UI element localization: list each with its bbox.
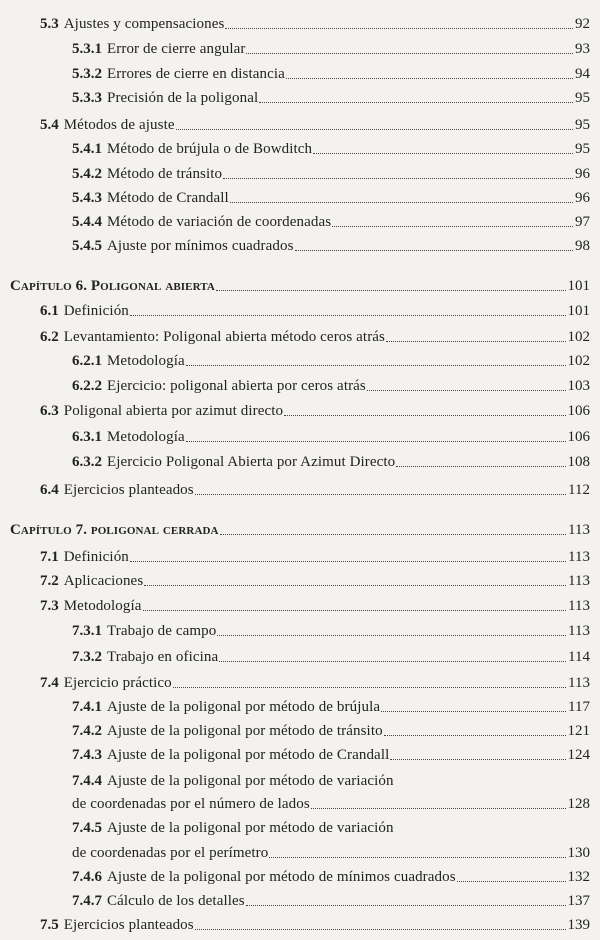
dot-leader <box>381 711 566 712</box>
section-title: Capítulo 7. poligonal cerrada <box>10 522 219 538</box>
toc-entry <box>0 545 600 569</box>
section-title: Ajuste de la poligonal por método de tránsito <box>107 723 383 739</box>
dot-leader <box>130 561 566 562</box>
toc-entry <box>0 594 600 618</box>
toc-entry-text <box>72 162 222 186</box>
section-title: Ejercicios planteados <box>63 917 194 933</box>
toc-entry-text <box>72 889 245 913</box>
toc-entry-text <box>40 399 283 423</box>
toc-entry-text <box>40 545 129 569</box>
page-number: 106 <box>567 403 590 419</box>
toc-entry-text <box>72 865 456 889</box>
dot-leader <box>143 610 567 611</box>
section-number: 6.2.2 <box>72 378 102 394</box>
toc-entry <box>0 695 600 719</box>
dot-leader <box>311 808 566 809</box>
page-number: 96 <box>575 166 590 182</box>
toc-entry-text <box>72 425 185 449</box>
section-number: 7.4.1 <box>72 699 102 715</box>
page-number: 95 <box>575 141 590 157</box>
toc-entry-text <box>72 841 268 865</box>
section-title: Aplicaciones <box>63 573 144 589</box>
dot-leader <box>457 881 566 882</box>
toc-entry-text <box>72 374 366 398</box>
page-number: 128 <box>567 796 590 812</box>
section-number: 7.4.2 <box>72 723 102 739</box>
dot-leader <box>332 226 573 227</box>
section-number: 6.2 <box>40 329 59 345</box>
section-number: 6.3 <box>40 403 59 419</box>
toc-entry <box>0 865 600 889</box>
page-number: 117 <box>568 699 590 715</box>
section-number: 6.3.2 <box>72 454 102 470</box>
dot-leader <box>386 341 566 342</box>
section-number: 5.3 <box>40 16 59 32</box>
toc-entry <box>0 12 600 36</box>
page-number: 92 <box>575 16 590 32</box>
dot-leader <box>286 78 573 79</box>
section-number: 5.3.2 <box>72 66 102 82</box>
section-title: Ajustes y compensaciones <box>63 16 225 32</box>
page-number: 132 <box>567 869 590 885</box>
toc-entry-text <box>72 86 258 110</box>
dot-leader <box>367 390 566 391</box>
toc-entry <box>0 62 600 86</box>
page-number: 124 <box>567 747 590 763</box>
section-number: 5.4.4 <box>72 214 102 230</box>
section-title: Ajuste de la poligonal por método de variación <box>107 773 394 789</box>
toc-entry-text <box>72 769 394 793</box>
section-title: Ajuste de la poligonal por método de variación <box>107 820 394 836</box>
page-number: 97 <box>575 214 590 230</box>
section-title: Error de cierre angular <box>107 41 246 57</box>
page-number: 137 <box>567 893 590 909</box>
toc-entry <box>0 137 600 161</box>
section-number: 7.1 <box>40 549 59 565</box>
toc-entry <box>0 816 600 840</box>
dot-leader <box>217 635 566 636</box>
section-title: Metodología <box>107 429 185 445</box>
section-title: Errores de cierre en distancia <box>107 66 285 82</box>
dot-leader <box>384 735 566 736</box>
dot-leader <box>186 441 566 442</box>
toc-entry-text <box>72 645 218 669</box>
section-title: de coordenadas por el perímetro <box>72 845 269 861</box>
section-number: 5.4 <box>40 117 59 133</box>
toc-entry <box>0 37 600 61</box>
section-number: 7.4 <box>40 675 59 691</box>
dot-leader <box>225 28 573 29</box>
toc-entry <box>0 792 600 816</box>
toc-chapter-entry <box>0 518 600 542</box>
toc-entry-text <box>40 594 142 618</box>
section-title: Definición <box>63 303 129 319</box>
toc-entry-text <box>72 743 389 767</box>
toc-entry <box>0 374 600 398</box>
section-number: 7.4.4 <box>72 773 102 789</box>
dot-leader <box>219 661 566 662</box>
section-number: 7.3 <box>40 598 59 614</box>
section-number: 6.1 <box>40 303 59 319</box>
toc-entry-text <box>72 186 229 210</box>
dot-leader <box>246 905 566 906</box>
toc-entry <box>0 719 600 743</box>
page-number: 95 <box>575 117 590 133</box>
dot-leader <box>216 290 566 291</box>
section-number: 5.3.3 <box>72 90 102 106</box>
section-number: 6.3.1 <box>72 429 102 445</box>
section-number: 7.4.3 <box>72 747 102 763</box>
section-number: 5.4.3 <box>72 190 102 206</box>
dot-leader <box>195 929 566 930</box>
dot-leader <box>176 129 573 130</box>
section-title: Capítulo 6. Poligonal abierta <box>10 278 215 294</box>
section-title: Levantamiento: Poligonal abierta método ceros atrás <box>63 329 385 345</box>
page-number: 113 <box>568 522 590 538</box>
toc-entry <box>0 671 600 695</box>
toc-entry-text <box>10 274 215 298</box>
dot-leader <box>230 202 573 203</box>
dot-leader <box>295 250 573 251</box>
dot-leader <box>284 415 565 416</box>
toc-entry <box>0 86 600 110</box>
toc-entry-text <box>10 518 219 542</box>
section-number: 7.4.5 <box>72 820 102 836</box>
section-number: 5.4.5 <box>72 238 102 254</box>
toc-entry-text <box>40 569 143 593</box>
page-number: 113 <box>568 549 590 565</box>
toc-entry-text <box>40 671 172 695</box>
toc-entry-text <box>72 816 394 840</box>
toc-entry <box>0 186 600 210</box>
section-number: 6.2.1 <box>72 353 102 369</box>
section-title: Poligonal abierta por azimut directo <box>63 403 284 419</box>
toc-chapter-entry <box>0 274 600 298</box>
section-title: Ejercicio Poligonal Abierta por Azimut Directo <box>107 454 396 470</box>
section-number: 7.3.1 <box>72 623 102 639</box>
toc-entry-text <box>40 299 129 323</box>
page-number: 94 <box>575 66 590 82</box>
toc-entry <box>0 325 600 349</box>
dot-leader <box>173 687 566 688</box>
toc-entry <box>0 841 600 865</box>
section-title: Ajuste por mínimos cuadrados <box>107 238 294 254</box>
toc-entry <box>0 210 600 234</box>
dot-leader <box>246 53 573 54</box>
section-number: 7.5 <box>40 917 59 933</box>
section-title: Ajuste de la poligonal por método de brújula <box>107 699 381 715</box>
toc-entry <box>0 743 600 767</box>
page-number: 113 <box>568 573 590 589</box>
page-number: 112 <box>568 482 590 498</box>
page-number: 98 <box>575 238 590 254</box>
toc-entry <box>0 645 600 669</box>
page-number: 130 <box>567 845 590 861</box>
section-title: Ajuste de la poligonal por método de mínimos cuadrados <box>107 869 456 885</box>
section-title: Metodología <box>107 353 185 369</box>
section-title: Método de tránsito <box>107 166 223 182</box>
toc-entry-text <box>72 210 331 234</box>
dot-leader <box>195 494 566 495</box>
toc-entry-text <box>40 478 194 502</box>
toc-entry <box>0 913 600 937</box>
page-number: 101 <box>567 278 590 294</box>
toc-entry <box>0 769 600 793</box>
dot-leader <box>396 466 565 467</box>
toc-entry-text <box>72 349 185 373</box>
section-title: Metodología <box>63 598 142 614</box>
page-number: 108 <box>567 454 590 470</box>
page-number: 102 <box>567 329 590 345</box>
toc-entry <box>0 299 600 323</box>
toc-entry-text <box>72 137 312 161</box>
page-number: 113 <box>568 675 590 691</box>
section-number: 5.4.2 <box>72 166 102 182</box>
toc-entry <box>0 162 600 186</box>
toc-entry-text <box>72 234 294 258</box>
toc-entry <box>0 425 600 449</box>
toc-entry <box>0 450 600 474</box>
section-number: 5.3.1 <box>72 41 102 57</box>
toc-entry-text <box>72 62 285 86</box>
toc-entry-text <box>72 37 245 61</box>
dot-leader <box>313 153 573 154</box>
section-title: Ejercicio: poligonal abierta por ceros atrás <box>107 378 366 394</box>
section-title: Ajuste de la poligonal por método de Crandall <box>107 747 390 763</box>
dot-leader <box>390 759 565 760</box>
toc-entry-text <box>40 913 194 937</box>
page-number: 101 <box>567 303 590 319</box>
section-title: Definición <box>63 549 129 565</box>
section-number: 5.4.1 <box>72 141 102 157</box>
dot-leader <box>144 585 566 586</box>
section-title: Método de Crandall <box>107 190 229 206</box>
toc-entry-text <box>72 450 395 474</box>
page-number: 114 <box>568 649 590 665</box>
section-number: 7.2 <box>40 573 59 589</box>
toc-entry-text <box>40 113 175 137</box>
toc-entry <box>0 619 600 643</box>
page-number: 93 <box>575 41 590 57</box>
toc-entry-text <box>72 719 383 743</box>
toc-entry-text <box>40 325 385 349</box>
page-number: 103 <box>567 378 590 394</box>
section-title: Trabajo de campo <box>107 623 217 639</box>
page-number: 96 <box>575 190 590 206</box>
toc-entry <box>0 113 600 137</box>
section-title: Ejercicios planteados <box>63 482 194 498</box>
toc-entry <box>0 234 600 258</box>
dot-leader <box>186 365 566 366</box>
dot-leader <box>223 178 573 179</box>
dot-leader <box>130 315 566 316</box>
page-number: 121 <box>567 723 590 739</box>
section-title: Trabajo en oficina <box>107 649 219 665</box>
section-title: Precisión de la poligonal <box>107 90 259 106</box>
section-title: Métodos de ajuste <box>63 117 175 133</box>
section-number: 6.4 <box>40 482 59 498</box>
toc-entry-text <box>72 695 380 719</box>
section-number: 7.4.7 <box>72 893 102 909</box>
toc-entry-text <box>72 619 216 643</box>
toc-entry-text <box>72 792 310 816</box>
section-title: Método de brújula o de Bowditch <box>107 141 313 157</box>
toc-entry <box>0 399 600 423</box>
section-title: Cálculo de los detalles <box>107 893 245 909</box>
dot-leader <box>220 534 566 535</box>
section-number: 7.4.6 <box>72 869 102 885</box>
toc-entry <box>0 889 600 913</box>
section-title: Ejercicio práctico <box>63 675 172 691</box>
toc-entry <box>0 478 600 502</box>
dot-leader <box>269 857 565 858</box>
page-number: 106 <box>567 429 590 445</box>
page-number: 95 <box>575 90 590 106</box>
dot-leader <box>259 102 573 103</box>
section-title: Método de variación de coordenadas <box>107 214 332 230</box>
page-number: 102 <box>567 353 590 369</box>
toc-entry-text <box>40 12 224 36</box>
page-number: 113 <box>568 598 590 614</box>
toc-entry <box>0 569 600 593</box>
toc-entry <box>0 349 600 373</box>
section-title: de coordenadas por el número de lados <box>72 796 310 812</box>
page-number: 113 <box>568 623 590 639</box>
section-number: 7.3.2 <box>72 649 102 665</box>
page-number: 139 <box>567 917 590 933</box>
